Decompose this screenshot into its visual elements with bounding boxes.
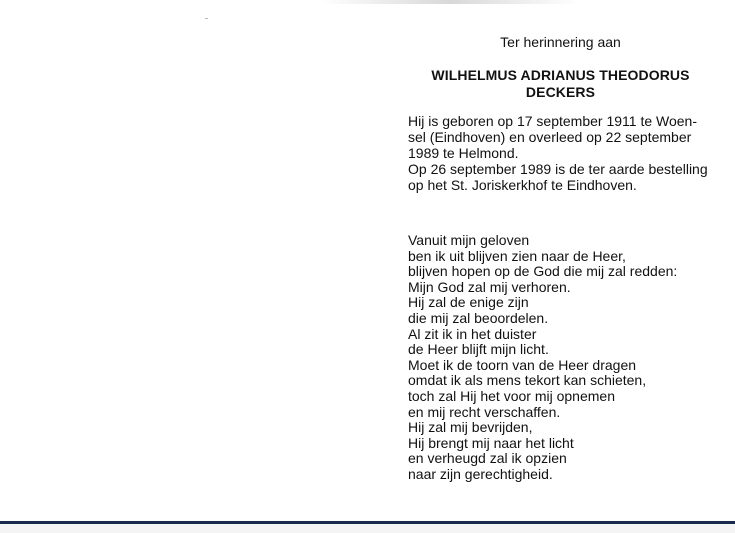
- poem-line: en verheugd zal ik opzien: [408, 450, 567, 467]
- paper-speck: [205, 18, 208, 19]
- top-edge-shading: [320, 0, 580, 4]
- deceased-name: [408, 67, 713, 101]
- poem-line: omdat ik als mens tekort kan schieten,: [408, 372, 647, 389]
- biography-line: Hij is geboren op 17 september 1911 te Woen-: [408, 113, 697, 129]
- poem-line: Moet ik de toorn van de Heer dragen: [408, 356, 637, 373]
- poem-line: Vanuit mijn geloven: [408, 232, 530, 248]
- poem-line: de Heer blijft mijn licht.: [408, 341, 549, 358]
- poem-line: ben ik uit blijven zien naar de Heer,: [408, 247, 626, 264]
- poem: [408, 233, 713, 483]
- biography: [408, 113, 713, 193]
- biography-line: Op 26 september 1989 is de ter aarde bestelling: [408, 161, 708, 177]
- poem-line: Al zit ik in het duister: [408, 325, 537, 342]
- biography-line: sel (Eindhoven) en overleed op 22 september: [408, 129, 692, 145]
- poem-line: Mijn God zal mij verhoren.: [408, 278, 571, 295]
- poem-line: blijven hopen op de God die mij zal redden:: [408, 263, 678, 280]
- poem-line: die mij zal beoordelen.: [408, 309, 549, 326]
- poem-line: toch zal Hij het voor mij opnemen: [408, 387, 615, 404]
- poem-line: Hij brengt mij naar het licht: [408, 434, 574, 451]
- card-text-column: [408, 34, 713, 483]
- deceased-name-line-2: DECKERS: [525, 84, 596, 100]
- card-heading: Ter herinnering aan: [500, 34, 621, 50]
- deceased-name-line-1: WILHELMUS ADRIANUS THEODORUS: [431, 67, 690, 83]
- bottom-edge: [0, 524, 735, 533]
- biography-line: op het St. Joriskerkhof te Eindhoven.: [408, 177, 637, 193]
- poem-line: Hij zal de enige zijn: [408, 294, 529, 311]
- poem-line: en mij recht verschaffen.: [408, 403, 561, 420]
- poem-line: naar zijn gerechtigheid.: [408, 465, 553, 482]
- poem-line: Hij zal mij bevrijden,: [408, 419, 533, 436]
- biography-line: 1989 te Helmond.: [408, 145, 519, 161]
